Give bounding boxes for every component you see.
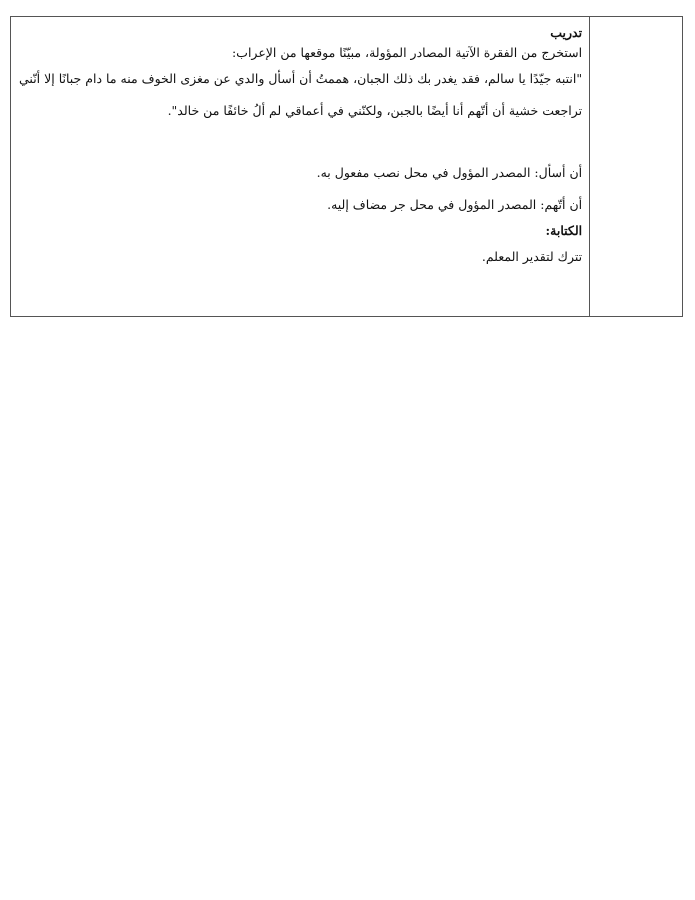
content-cell (11, 17, 589, 316)
writing-note: تترك لتقدير المعلم. (481, 249, 583, 264)
answer-1: أن أسأل: المصدر المؤول في محل نصب مفعول به. (316, 165, 583, 180)
exercise-instruction: استخرج من الفقرة الآتية المصادر المؤولة، مبيّنًا موقعها من الإعراب: (231, 45, 583, 60)
spacer (19, 127, 582, 157)
answer-2: أن أتّهم: المصدر المؤول في محل جر مضاف إليه. (327, 197, 583, 212)
exercise-heading: تدريب (550, 25, 583, 40)
side-column-cell (589, 17, 682, 316)
passage-line-2: تراجعت خشية أن أتّهم أنا أيضًا بالجبن، ولكنّني في أعماقي لم ألُ خائفًا من خالد". (167, 103, 583, 118)
lesson-table (10, 16, 683, 317)
writing-heading: الكتابة: (545, 223, 583, 238)
passage-line-1: "انتبه جيّدًا يا سالم، فقد يغدر بك ذلك الجبان، هممتُ أن أسأل والدي عن مغزى الخوف منه ما دام جبانًا إلا أنّني (19, 71, 583, 86)
